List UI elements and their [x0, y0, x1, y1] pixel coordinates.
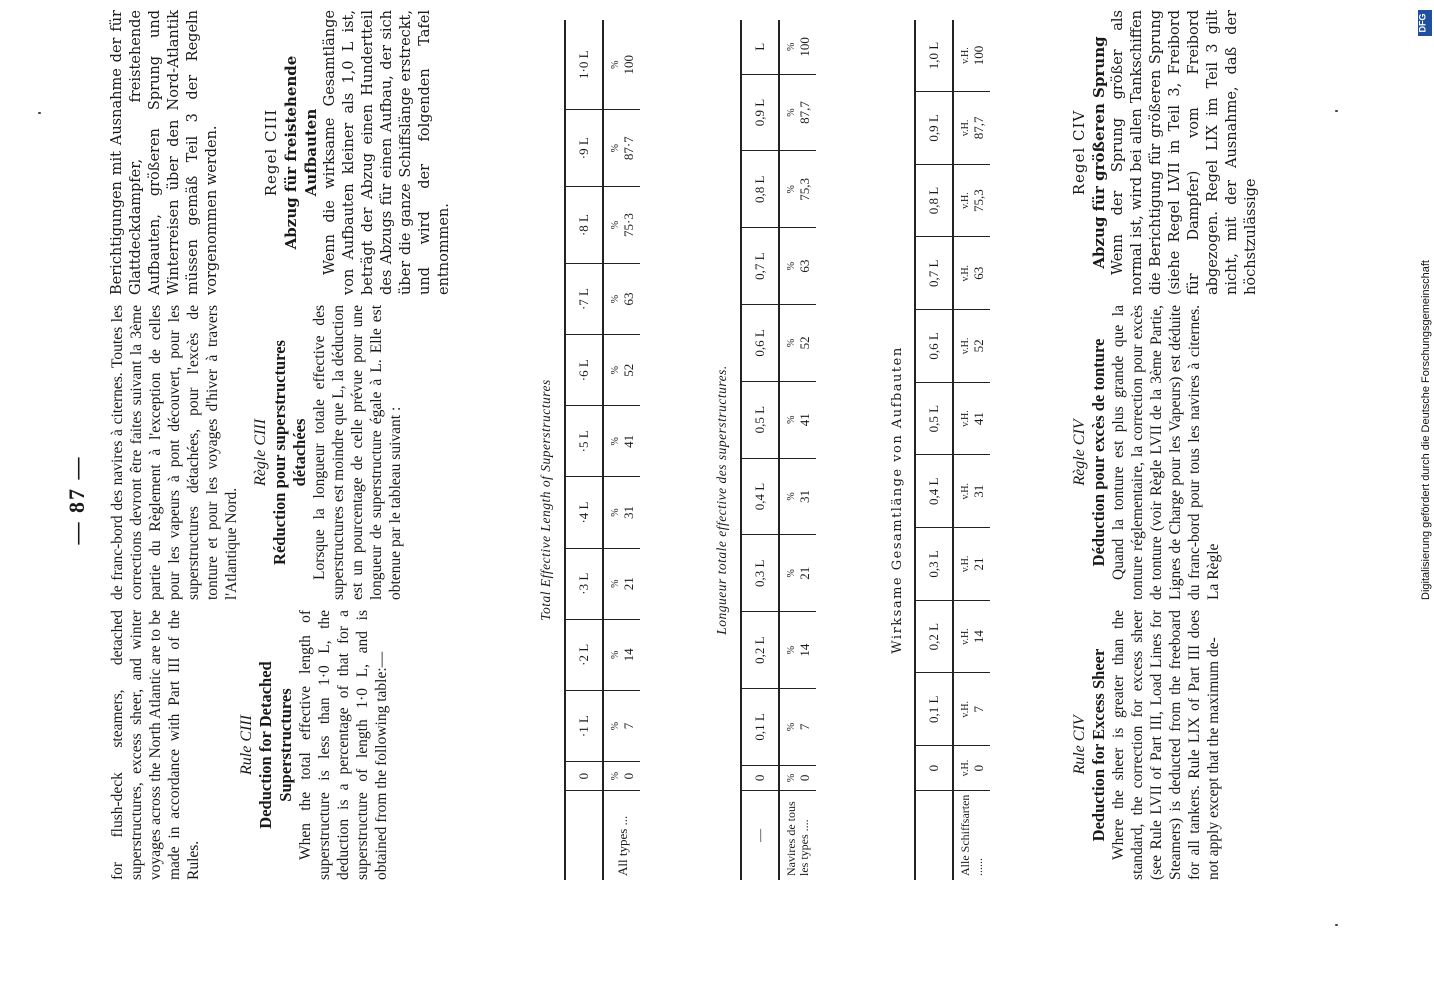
table-de-header-row	[915, 20, 953, 880]
de-rule-ciii-label: Regel CIII	[262, 108, 280, 197]
de-rule-civ-label: Regel CIV	[1070, 109, 1088, 196]
en-rule-civ-label: Rule CIV	[1071, 715, 1088, 775]
de-column-civ	[1070, 10, 1261, 295]
table-fr-header-cell: 0,3 L	[741, 535, 779, 612]
table-fr-header-cell: 0,8 L	[741, 151, 779, 228]
en-rule-ciii-body: When the total effective length of superstructure is less than 1·0 L, the deduction is a percentage of that for a superstructure of length 1·0 L, and is obtained from the following table:—	[297, 610, 390, 880]
table-fr-header-cell: 0,5 L	[741, 381, 779, 458]
table-fr-header-cell: 0,7 L	[741, 228, 779, 305]
fr-rule-ciii-title: Réduction pour superstructures détachées	[270, 340, 309, 565]
scan-speck	[1335, 110, 1338, 112]
table-de-row-label: Alle Schiffsarten ......	[958, 794, 985, 876]
table-en-row-label: All types ...	[614, 815, 630, 876]
table-fr-cell: % 75,3	[779, 151, 816, 228]
table-en-cell: % 87·7	[603, 110, 640, 187]
table-en-header-cell: ·1 L	[565, 690, 603, 761]
en-column-civ	[1070, 610, 1223, 880]
de-column-ciii	[108, 10, 454, 295]
table-fr-cell: % 100	[779, 20, 816, 74]
en-continued-text: for flush-deck steamers, detached superstructures, excess sheer, and winter voyages across the North Atlantic are to be made in accordance with Part III of the Rules.	[109, 610, 202, 880]
table-en-header-cell: ·3 L	[565, 548, 603, 619]
table-fr-cell: % 41	[779, 381, 816, 458]
table-en-cell: % 0	[603, 762, 640, 791]
table-en-header-cell: ·6 L	[565, 335, 603, 406]
dfg-logo	[1418, 10, 1432, 36]
table-fr-header-cell: 0,6 L	[741, 305, 779, 382]
table-de-header-cell: 0,3 L	[915, 528, 953, 601]
table-fr-cell: % 87,7	[779, 74, 816, 151]
scan-speck	[38, 112, 41, 114]
table-en-cell: % 75·3	[603, 187, 640, 264]
de-rule-ciii-title: Abzug für freistehende Aufbauten	[282, 55, 320, 250]
table-fr-value-row	[779, 20, 816, 880]
table-en-cell: % 21	[603, 548, 640, 619]
table-fr-header-cell: 0	[741, 765, 779, 790]
de-rule-civ-body: Wenn der Sprung größer als normal ist, wird bei allen Tankschiffen die Berichtigung für größeren Sprung (siehe Regel LVII in Teil 3, Freibord für Dampfer) vom Freibord abgezogen. Regel LIX im Teil 3 gilt nicht, mit der Ausnahme, daß der höchstzulässige	[1110, 10, 1259, 295]
table-fr-cell: % 14	[779, 612, 816, 689]
table-de-header-cell	[915, 791, 953, 881]
fr-rule-civ-title: Déduction pour excès de tonture	[1089, 338, 1108, 567]
table-de-header-cell: 0,5 L	[915, 382, 953, 455]
table-de-cell: v.H. 52	[953, 310, 990, 383]
table-de-value-row	[953, 20, 990, 880]
de-continued-text: Berichtigungen mit Ausnahme der für Glattdeckdampfer, freistehende Aufbauten, größeren Sprung und Winterreisen über den Nord-Atlantik müssen gemäß Teil 3 der Regeln vorgenommen werden.	[109, 10, 220, 295]
table-en-header-cell: ·7 L	[565, 263, 603, 334]
table-fr-header-row	[741, 20, 779, 880]
fr-rule-civ-body: Quand la tonture est plus grande que la tonture réglementaire, la correction pour excès de tonture (voir Règle LVII de la 3ème Partie, Lignes de Charge pour les Vapeurs) est déduite du franc-bord pour tous les navires à citernes. La Règle	[1110, 305, 1222, 600]
table-en-header-cell: ·9 L	[565, 110, 603, 187]
table-de-cell: v.H. 21	[953, 528, 990, 601]
table-fr-cell: % 0	[779, 765, 816, 790]
table-de-header-cell: 0,7 L	[915, 237, 953, 310]
table-en-caption: Total Effective Length of Superstructures	[538, 379, 553, 621]
table-fr-header-cell: 0,1 L	[741, 688, 779, 765]
table-en	[564, 20, 640, 880]
table-en-cell: % 7	[603, 690, 640, 761]
table-fr-header-cell: —	[752, 829, 767, 842]
table-de	[914, 20, 990, 880]
table-de-cell: v.H. 63	[953, 237, 990, 310]
table-en-header-cell: 1·0 L	[565, 20, 603, 110]
table-de-cell: v.H. 87,7	[953, 92, 990, 165]
table-en-cell: % 14	[603, 619, 640, 690]
table-de-header-cell: 0,9 L	[915, 92, 953, 165]
table-fr-row-label: Navires de tous les types ....	[784, 801, 811, 876]
table-fr-cell: % 31	[779, 458, 816, 535]
table-fr-header-cell: 0,2 L	[741, 612, 779, 689]
table-de-header-cell: 0,8 L	[915, 164, 953, 237]
en-column-ciii	[108, 610, 391, 880]
table-de-header-cell: 0,1 L	[915, 673, 953, 746]
table-fr-caption: Longueur totale effective des superstructures.	[714, 365, 729, 635]
table-de-cell: v.H. 31	[953, 455, 990, 528]
table-en-header-cell: ·8 L	[565, 187, 603, 264]
table-en-cell: % 100	[603, 20, 640, 110]
table-en-header-cell: ·5 L	[565, 406, 603, 477]
en-rule-ciii-label: Rule CIII	[238, 715, 255, 775]
table-fr-cell: % 63	[779, 228, 816, 305]
scan-speck	[1335, 924, 1338, 926]
table-en-cell: % 41	[603, 406, 640, 477]
table-de-header-cell: 0,2 L	[915, 600, 953, 673]
table-fr	[740, 20, 816, 880]
en-rule-ciii-title: Deduction for Detached Superstructures	[256, 661, 295, 829]
dfg-logo-text: DFG	[1417, 13, 1428, 33]
table-de-cell: v.H. 41	[953, 382, 990, 455]
table-en-header-cell	[565, 791, 603, 881]
dfg-funding-note: Digitalisierung gefördert durch die Deutsche Forschungsgemeinschaft	[1420, 260, 1432, 600]
fr-rule-ciii-body: Lorsque la longueur totale effective des superstructures est moindre que L, la déduction est un pourcentage de celle prévue pour une longueur de superstructure égale à L. Elle est obtenue par le tableau suivant :	[311, 305, 404, 600]
de-rule-civ-title: Abzug für größeren Sprung	[1090, 36, 1108, 269]
table-en-cell: % 52	[603, 335, 640, 406]
table-fr-cell: % 52	[779, 305, 816, 382]
table-en-header-row	[565, 20, 603, 880]
fr-rule-civ-label: Règle CIV	[1071, 419, 1088, 486]
table-en-header-cell: ·2 L	[565, 619, 603, 690]
table-de-cell: v.H. 7	[953, 673, 990, 746]
fr-column-ciii	[108, 305, 405, 600]
table-de-header-cell: 0,6 L	[915, 310, 953, 383]
table-en-header-cell: ·4 L	[565, 477, 603, 548]
table-de-cell: v.H. 75,3	[953, 164, 990, 237]
en-rule-civ-body: Where the sheer is greater than the standard, the correction for excess sheer (see Rule LVII of Part III, Load Lines for Steamers) is deducted from the freeboard for all tankers. Rule LIX of Part III does not apply except that the maximum de-	[1110, 610, 1222, 880]
table-en-header-cell: 0	[565, 762, 603, 791]
table-de-header-cell: 0,4 L	[915, 455, 953, 528]
table-de-cell: v.H. 14	[953, 600, 990, 673]
table-fr-cell: % 21	[779, 535, 816, 612]
en-rule-civ-title: Deduction for Excess Sheer	[1089, 648, 1108, 842]
table-de-header-cell: 1,0 L	[915, 20, 953, 92]
table-fr-cell: % 7	[779, 688, 816, 765]
table-fr-header-cell: 0,9 L	[741, 74, 779, 151]
table-de-cell: v.H. 100	[953, 20, 990, 92]
table-fr-header-cell: L	[741, 20, 779, 74]
table-de-header-cell: 0	[915, 746, 953, 791]
fr-column-civ	[1070, 305, 1223, 600]
table-en-cell: % 31	[603, 477, 640, 548]
de-rule-ciii-body: Wenn die wirksame Gesamtlänge von Aufbauten kleiner als 1,0 L ist, beträgt der Abzug einen Hundertteil des Abzugs für einen Aufbau, der sich über die ganze Schiffslänge erstreckt, und wird der folgenden Tafel entnommen.	[322, 10, 452, 295]
table-de-cell: v.H. 0	[953, 746, 990, 791]
page-number: — 87 —	[64, 455, 89, 545]
fr-rule-ciii-label: Règle CIII	[252, 418, 269, 487]
table-en-cell: % 63	[603, 263, 640, 334]
table-de-caption: Wirksame Gesamtlänge von Aufbauten	[890, 346, 905, 654]
table-en-value-row	[603, 20, 640, 880]
fr-continued-text: de franc-bord des navires à citernes. Toutes les corrections devront être faites suivant la 3ème partie du Règlement à l'exception de celles pour les vapeurs à pont découvert, pour les superstructures détachées, pour l'excès de tonture et pour les voyages d'hiver à travers l'Atlantique Nord.	[109, 305, 240, 600]
table-fr-header-cell: 0,4 L	[741, 458, 779, 535]
